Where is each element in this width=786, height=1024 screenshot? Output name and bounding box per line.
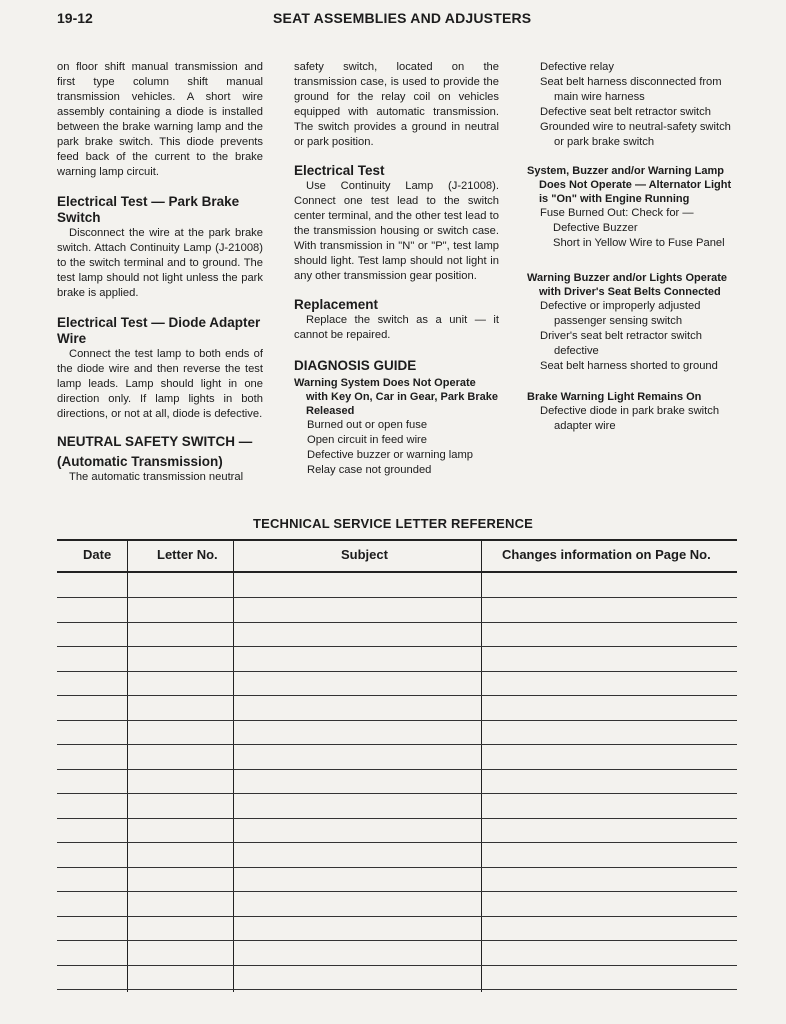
table-row-rule <box>57 793 737 794</box>
list-item: Grounded wire to neutral-safety switch or park brake switch <box>540 121 731 148</box>
table-row-rule <box>57 818 737 819</box>
list-item: Short in Yellow Wire to Fuse Panel <box>553 237 725 249</box>
col1-intro: on floor shift manual transmission and first type column shift manual transmission vehicles. A short wire assembly containing a diode is installed between the brake warning lamp and the park brake switch. This diode prevents feed back of the current to the brake warning lamp circuit. <box>57 61 263 178</box>
park-brake-text: Disconnect the wire at the park brake switch. Attach Continuity Lamp (J-21008) to the switch terminal and to ground. The test lamp should not light unless the park brake is applied. <box>57 227 263 299</box>
table-row-rule <box>57 842 737 843</box>
park-brake-heading: Electrical Test — Park Brake Switch <box>57 194 240 225</box>
list-item: Defective diode in park brake switch adapter wire <box>540 405 720 432</box>
list-item: Driver's seat belt retractor switch defective <box>540 330 702 357</box>
electrical-test-heading: Electrical Test <box>294 163 385 178</box>
list-item: Relay case not grounded <box>307 464 432 476</box>
page-number: 19-12 <box>57 10 93 26</box>
buzzer-belts-subheading: Warning Buzzer and/or Lights Operate with Driver's Seat Belts Connected <box>527 272 728 298</box>
column-3 <box>527 60 737 434</box>
table-row-rule <box>57 891 737 892</box>
page-title: SEAT ASSEMBLIES AND ADJUSTERS <box>273 10 532 26</box>
diode-text: Connect the test lamp to both ends of the diode wire and then reverse the test lamp leads. Lamp should light in one direction only. If lamp lights in both directions, or not at all, diode is defective. <box>57 348 263 420</box>
neutral-safety-heading: NEUTRAL SAFETY SWITCH — <box>57 434 253 449</box>
list-item: Open circuit in feed wire <box>307 434 428 446</box>
list-item: Defective buzzer or warning lamp <box>307 449 474 461</box>
table-row-rule <box>57 646 737 647</box>
electrical-test-text: Use Continuity Lamp (J-21008). Connect one test lead to the switch center terminal, and the other test lead to the transmission housing or switch case. With transmission in "N" or "P", test lamp should light. Test lamp should not light in any other transmission gear position. <box>294 180 499 282</box>
list-item: Defective relay <box>540 61 614 73</box>
list-item: Defective seat belt retractor switch <box>540 106 711 118</box>
column-divider <box>127 541 128 992</box>
table-row-rule <box>57 744 737 745</box>
table-row-rule <box>57 769 737 770</box>
replacement-heading: Replacement <box>294 297 379 312</box>
list-item: Seat belt harness disconnected from main wire harness <box>540 76 722 103</box>
header-date: Date <box>83 547 112 562</box>
col2-intro: safety switch, located on the transmission case, is used to provide the ground for the relay coil on vehicles equipped with automatic transmission. The switch provides a ground in neutral or park position. <box>294 61 499 148</box>
table-row-rule <box>57 916 737 917</box>
buzzer-lamp-subheading: System, Buzzer and/or Warning Lamp Does Not Operate — Alternator Light is "On" with Engine Running <box>527 165 732 205</box>
replacement-text: Replace the switch as a unit — it cannot be repaired. <box>294 314 499 341</box>
list-item: Burned out or open fuse <box>307 419 428 431</box>
table-row-rule <box>57 622 737 623</box>
diode-heading: Electrical Test — Diode Adapter Wire <box>57 315 261 346</box>
table-row-rule <box>57 720 737 721</box>
table-row-rule <box>57 597 737 598</box>
table-row-rule <box>57 965 737 966</box>
list-item: Defective or improperly adjusted passenger sensing switch <box>540 300 701 327</box>
header-letter-no: Letter No. <box>157 547 218 562</box>
table-row-rule <box>57 940 737 941</box>
diagnosis-guide-heading: DIAGNOSIS GUIDE <box>294 358 417 373</box>
column-divider <box>233 541 234 992</box>
header-subject: Subject <box>341 547 388 562</box>
table-row-rule <box>57 989 737 990</box>
table-top-rule <box>57 539 737 541</box>
column-2 <box>294 60 499 478</box>
table-row-rule <box>57 695 737 696</box>
column-divider <box>481 541 482 992</box>
tsl-title: TECHNICAL SERVICE LETTER REFERENCE <box>252 516 534 531</box>
diagnosis-subheading: Warning System Does Not Operate with Key On, Car in Gear, Park Brake Released <box>294 377 498 417</box>
list-item: Defective Buzzer <box>553 222 638 234</box>
column-1 <box>57 60 263 485</box>
automatic-transmission-heading: (Automatic Transmission) <box>57 454 223 469</box>
list-item: Seat belt harness shorted to ground <box>540 360 718 372</box>
tsl-table <box>57 539 737 992</box>
header-changes: Changes information on Page No. <box>502 547 711 562</box>
automatic-transmission-text: The automatic transmission neutral <box>69 471 244 483</box>
brake-warning-subheading: Brake Warning Light Remains On <box>527 391 702 403</box>
header-separator <box>57 571 737 573</box>
table-row-rule <box>57 867 737 868</box>
fuse-check-line: Fuse Burned Out: Check for — <box>540 207 694 219</box>
table-row-rule <box>57 671 737 672</box>
